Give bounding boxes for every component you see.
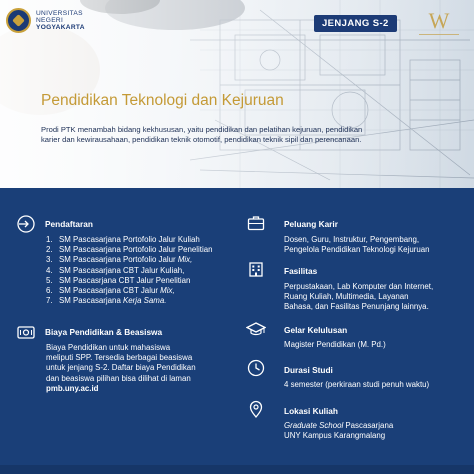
fasilitas-line: Perpustakaan, Lab Komputer dan Internet,: [284, 282, 434, 291]
list-item-text: SM Pascasrjana CBT Jalur Penelitian: [59, 275, 191, 285]
list-item-text: SM Pascasarjana: [59, 296, 124, 306]
durasi-heading: Durasi Studi: [284, 365, 333, 375]
footer-strip: [0, 465, 474, 474]
fasilitas-heading: Fasilitas: [284, 266, 318, 276]
anniversary-logo-glyph: W: [428, 8, 450, 33]
karir-heading: Peluang Karir: [284, 219, 338, 229]
list-item: [46, 266, 246, 276]
hero-banner: [0, 0, 474, 188]
list-item: [46, 296, 246, 306]
pendaftaran-list: [46, 235, 246, 306]
biaya-heading: Biaya Pendidikan & Beasiswa: [45, 327, 163, 337]
anniversary-logo-caption: [415, 33, 463, 37]
building-icon: [246, 259, 266, 279]
gelar-heading: Gelar Kelulusan: [284, 325, 348, 335]
karir-line: Pengelola Pendidikan Teknologi Kejuruan: [284, 245, 430, 255]
biaya-line: meliputi SPP. Tersedia berbagai beasiswa: [46, 353, 193, 363]
list-item-emphasis: Mix,: [160, 286, 175, 296]
karir-line: Dosen, Guru, Instruktur, Pengembang,: [284, 235, 420, 244]
lokasi-text: [284, 421, 469, 441]
list-item-text: SM Pascasarjana CBT Jalur Kuliah,: [59, 265, 185, 275]
list-item-emphasis: Kerja Sama.: [123, 296, 167, 306]
list-item-number: 4.: [46, 265, 53, 275]
list-item: [46, 235, 246, 245]
list-item-text: SM Pascasarjana Portofolio Jalur Kuliah: [59, 235, 200, 244]
list-item-number: 7.: [46, 296, 53, 306]
program-title: Pendidikan Teknologi dan Kejuruan: [41, 92, 284, 109]
university-line-3: YOGYAKARTA: [36, 24, 85, 32]
graduation-cap-icon: [246, 319, 266, 339]
biaya-line: untuk jenjang S-2. Daftar biaya Pendidikan: [46, 363, 196, 373]
briefcase-icon: [246, 213, 266, 233]
list-item: [46, 276, 246, 286]
degree-level-badge: JENJANG S-2: [314, 15, 397, 32]
list-item-number: 2.: [46, 245, 53, 255]
lokasi-heading: Lokasi Kuliah: [284, 406, 338, 416]
biaya-line: Biaya Pendidikan untuk mahasiswa: [46, 343, 171, 352]
list-item-number: 3.: [46, 255, 53, 265]
uny-emblem-icon: [6, 8, 31, 33]
list-item-text: SM Pascasarjana Portofolio Jalur: [59, 255, 178, 265]
fasilitas-line: Ruang Kuliah, Multimedia, Layanan: [284, 292, 409, 302]
list-item-number: 1.: [46, 235, 53, 244]
biaya-text: [46, 343, 246, 394]
lokasi-line-1-rest: Pascasarjana: [343, 421, 394, 430]
location-pin-icon: [246, 399, 266, 419]
list-item: [46, 255, 246, 265]
university-name: [36, 10, 85, 32]
list-item: [46, 286, 246, 296]
anniversary-logo: [415, 10, 463, 37]
gelar-text: Magister Pendidikan (M. Pd.): [284, 340, 386, 349]
list-item: [46, 245, 246, 255]
karir-text: [284, 235, 469, 255]
lokasi-line-1: [284, 421, 469, 431]
biaya-line: dan beasiswa pilihan bisa dilihat di laman: [46, 373, 191, 383]
list-item-number: 6.: [46, 286, 53, 296]
fasilitas-line: Bahasa, dan Fasilitas Penunjang lainnya.: [284, 302, 429, 312]
durasi-text: 4 semester (perkiraan studi penuh waktu): [284, 380, 430, 389]
lokasi-line-2: UNY Kampus Karangmalang: [284, 431, 386, 441]
login-arrow-icon: [16, 214, 36, 234]
clock-icon: [246, 358, 266, 378]
money-card-icon: [16, 322, 36, 342]
university-logo: [6, 8, 85, 33]
fasilitas-text: [284, 282, 469, 313]
pmb-link[interactable]: pmb.uny.ac.id: [46, 383, 99, 393]
university-line-2: NEGERI: [36, 16, 64, 24]
university-line-1: UNIVERSITAS: [36, 9, 83, 17]
list-item-number: 5.: [46, 275, 53, 285]
list-item-emphasis: Mix,: [177, 255, 193, 265]
program-description: Prodi PTK menambah bidang kekhususan, yaitu pendidikan dan pelatihan kejuruan, pendidikan karier dan kewirausahaan, pendidikan teknik otomotif, pendidikan teknik sipil dan perencanaan.: [41, 125, 363, 144]
pendaftaran-heading: Pendaftaran: [45, 219, 93, 229]
lokasi-emphasis: Graduate School: [284, 421, 344, 430]
list-item-text: SM Pascasarjana CBT Jalur: [59, 286, 161, 296]
list-item-text: SM Pascasarjana Portofolio Jalur Penelitian: [59, 245, 213, 255]
